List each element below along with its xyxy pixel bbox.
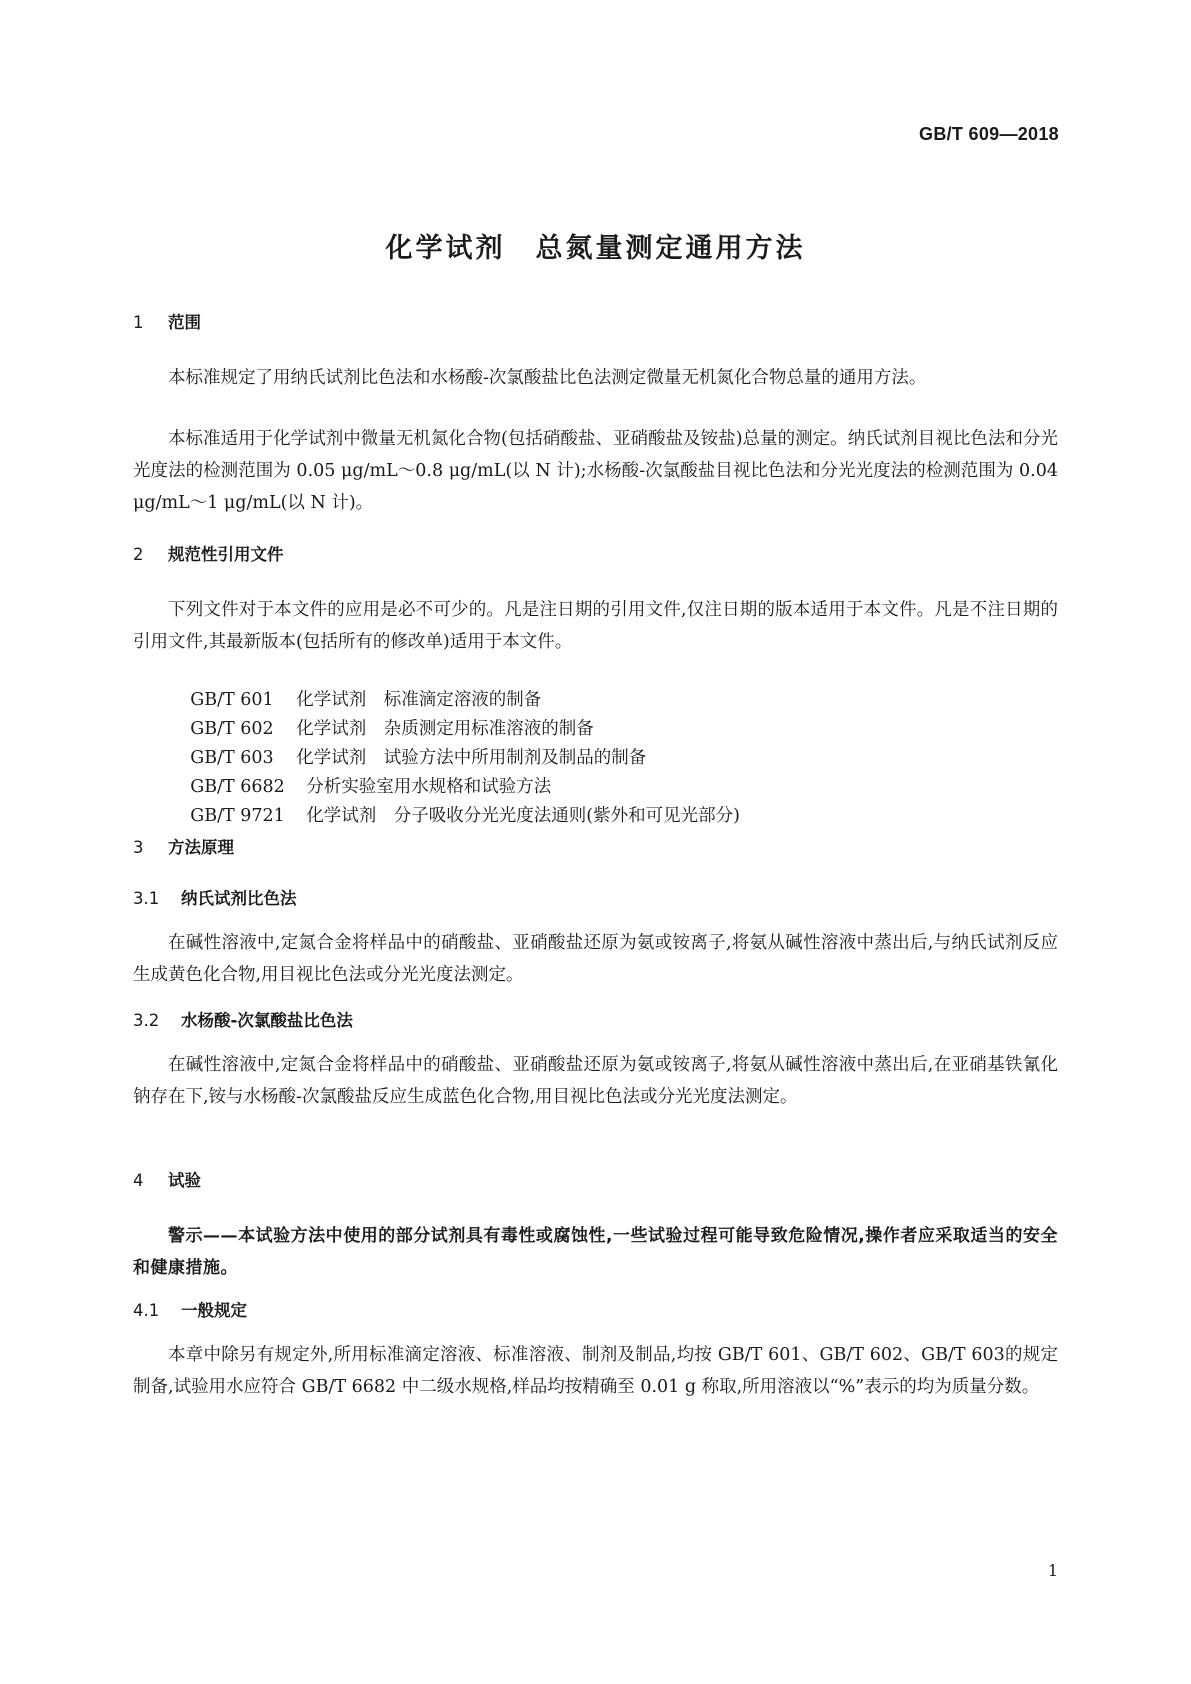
subsection-title: 一般规定 [181, 1301, 247, 1320]
scope-paragraph-2: 本标准适用于化学试剂中微量无机氮化合物(包括硝酸盐、亚硝酸盐及铵盐)总量的测定。纳氏试剂目视比色法和分光光度法的检测范围为 0.05 μg/mL～0.8 μg/mL(以 N 计);水杨酸-次氯酸盐目视比色法和分光光度法的检测范围为 0.04 μg/mL～1 μg/mL(以 N 计)。 [133, 429, 1058, 513]
section-number: 2 [133, 545, 144, 564]
section-4-heading [133, 1167, 201, 1191]
reference-title: 分析实验室用水规格和试验方法 [306, 777, 552, 797]
page-title: 化学试剂 总氮量测定通用方法 [385, 233, 806, 264]
section-title: 范围 [168, 313, 201, 332]
safety-warning: 警示——本试验方法中使用的部分试剂具有毒性或腐蚀性,一些试验过程可能导致危险情况,操作者应采取适当的安全和健康措施。 [133, 1226, 1058, 1278]
reference-title: 化学试剂 杂质测定用标准溶液的制备 [296, 719, 594, 739]
subsection-title: 纳氏试剂比色法 [181, 889, 297, 908]
section-3-heading [133, 834, 234, 858]
normative-references-intro: 下列文件对于本文件的应用是必不可少的。凡是注日期的引用文件,仅注日期的版本适用于本文件。凡是不注日期的引用文件,其最新版本(包括所有的修改单)适用于本文件。 [133, 600, 1058, 652]
general-provisions-paragraph: 本章中除另有规定外,所用标准滴定溶液、标准溶液、制剂及制品,均按 GB/T 601、GB/T 602、GB/T 603的规定制备,试验用水应符合 GB/T 6682 中二级水规格,样品均按精确至 0.01 g 称取,所用溶液以“%”表示的均为质量分数。 [133, 1345, 1058, 1397]
section-title: 规范性引用文件 [168, 545, 284, 564]
standard-code: GB/T 609—2018 [919, 124, 1059, 144]
section-number: 1 [133, 313, 144, 332]
page-number: 1 [1047, 1561, 1058, 1580]
salicylate-method-paragraph: 在碱性溶液中,定氮合金将样品中的硝酸盐、亚硝酸盐还原为氨或铵离子,将氨从碱性溶液中蒸出后,在亚硝基铁氰化钠存在下,铵与水杨酸-次氯酸盐反应生成蓝色化合物,用目视比色法或分光光度法测定。 [133, 1055, 1058, 1107]
reference-title: 化学试剂 标准滴定溶液的制备 [296, 690, 542, 710]
reference-code: GB/T 602 [190, 719, 274, 739]
reference-title: 化学试剂 分子吸收分光光度法通则(紫外和可见光部分) [306, 806, 740, 826]
subsection-3-1-heading [133, 885, 297, 909]
section-2-heading [133, 541, 284, 565]
reference-title: 化学试剂 试验方法中所用制剂及制品的制备 [296, 748, 647, 768]
section-number: 4 [133, 1171, 144, 1190]
scope-paragraph-1: 本标准规定了用纳氏试剂比色法和水杨酸-次氯酸盐比色法测定微量无机氮化合物总量的通用方法。 [168, 368, 927, 388]
subsection-title: 水杨酸-次氯酸盐比色法 [181, 1011, 353, 1030]
subsection-3-2-heading [133, 1007, 353, 1031]
section-title: 方法原理 [168, 838, 234, 857]
subsection-4-1-heading [133, 1297, 247, 1321]
section-number: 3 [133, 838, 144, 857]
section-title: 试验 [168, 1171, 201, 1190]
reference-code: GB/T 603 [190, 748, 274, 768]
nessler-method-paragraph: 在碱性溶液中,定氮合金将样品中的硝酸盐、亚硝酸盐还原为氨或铵离子,将氨从碱性溶液中蒸出后,与纳氏试剂反应生成黄色化合物,用目视比色法或分光光度法测定。 [133, 933, 1058, 985]
reference-code: GB/T 6682 [190, 777, 285, 797]
subsection-number: 3.2 [133, 1011, 160, 1030]
subsection-number: 4.1 [133, 1301, 160, 1320]
reference-code: GB/T 601 [190, 690, 274, 710]
section-1-heading [133, 309, 201, 333]
subsection-number: 3.1 [133, 889, 160, 908]
reference-item [168, 768, 740, 864]
reference-code: GB/T 9721 [190, 806, 285, 826]
